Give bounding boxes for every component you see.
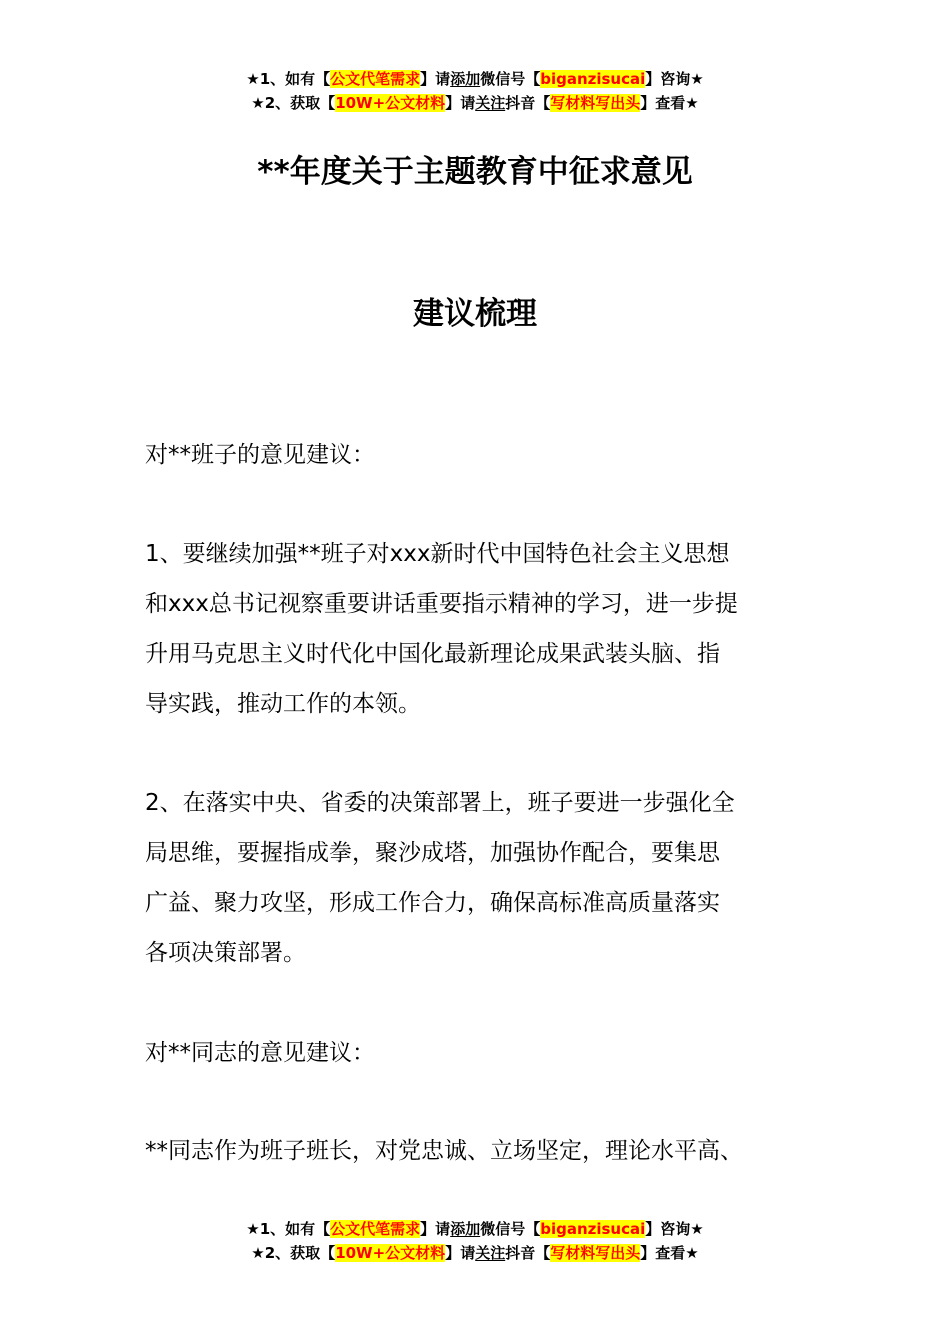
- banner-line-1: [0, 67, 950, 91]
- banner-underline-follow: 关注: [475, 94, 506, 112]
- banner-text: 】请: [445, 1244, 476, 1262]
- banner-text: 抖音【: [505, 94, 551, 112]
- section-heading-team: [145, 430, 825, 480]
- text-line: 广益、聚力攻坚，形成工作合力，确保高标准高质量落实: [145, 890, 720, 916]
- banner-text: ★2、获取【: [251, 94, 336, 112]
- banner-text: ★2、获取【: [251, 1244, 336, 1262]
- banner-text: 】咨询★: [645, 1220, 704, 1238]
- banner-text: 】请: [420, 70, 451, 88]
- text-line: 局思维，要握指成拳，聚沙成塔，加强协作配合，要集思: [145, 840, 720, 866]
- text-line: 导实践，推动工作的本领。: [145, 691, 421, 717]
- banner-text: 】请: [445, 94, 476, 112]
- banner-text: 微信号【: [480, 1220, 541, 1238]
- banner-text: 抖音【: [505, 1244, 551, 1262]
- banner-highlight-service: 公文代笔需求: [330, 1220, 421, 1238]
- text-line: 1、要继续加强**班子对xxx新时代中国特色社会主义思想: [145, 541, 730, 567]
- banner-text: ★1、如有【: [246, 70, 331, 88]
- section-heading-comrade: [145, 1028, 825, 1078]
- banner-highlight-materials: 10W+公文材料: [335, 1244, 446, 1262]
- text-line: 对**同志的意见建议：: [145, 1040, 375, 1066]
- banner-underline-add: 添加: [450, 1220, 481, 1238]
- banner-text: 】咨询★: [645, 70, 704, 88]
- text-line: 对**班子的意见建议：: [145, 442, 375, 468]
- banner-highlight-materials: 10W+公文材料: [335, 94, 446, 112]
- text-line: 和xxx总书记视察重要讲话重要指示精神的学习，进一步提: [145, 591, 738, 617]
- paragraph-1: [145, 529, 825, 729]
- banner-highlight-service: 公文代笔需求: [330, 70, 421, 88]
- banner-line-2: [0, 91, 950, 115]
- banner-line-2: [0, 1241, 950, 1265]
- document-title-line-1: **年度关于主题教育中征求意见: [257, 154, 693, 190]
- paragraph-3: [145, 1126, 825, 1176]
- footer-banner: [0, 1217, 950, 1265]
- text-line: 2、在落实中央、省委的决策部署上，班子要进一步强化全: [145, 790, 735, 816]
- banner-text: 】请: [420, 1220, 451, 1238]
- banner-text: 微信号【: [480, 70, 541, 88]
- text-line: 各项决策部署。: [145, 940, 306, 966]
- banner-line-1: [0, 1217, 950, 1241]
- banner-highlight-douyin-id: 写材料写出头: [550, 1244, 641, 1262]
- banner-highlight-wechat-id: biganzisucai: [540, 70, 646, 88]
- text-line: **同志作为班子班长，对党忠诚、立场坚定，理论水平高、: [145, 1138, 743, 1164]
- banner-text: 】查看★: [640, 94, 699, 112]
- banner-highlight-wechat-id: biganzisucai: [540, 1220, 646, 1238]
- banner-text: 】查看★: [640, 1244, 699, 1262]
- document-title-line-2: 建议梳理: [413, 296, 537, 332]
- banner-underline-follow: 关注: [475, 1244, 506, 1262]
- header-banner: [0, 67, 950, 115]
- text-line: 升用马克思主义时代化中国化最新理论成果武装头脑、指: [145, 641, 720, 667]
- banner-highlight-douyin-id: 写材料写出头: [550, 94, 641, 112]
- paragraph-2: [145, 778, 825, 978]
- banner-text: ★1、如有【: [246, 1220, 331, 1238]
- banner-underline-add: 添加: [450, 70, 481, 88]
